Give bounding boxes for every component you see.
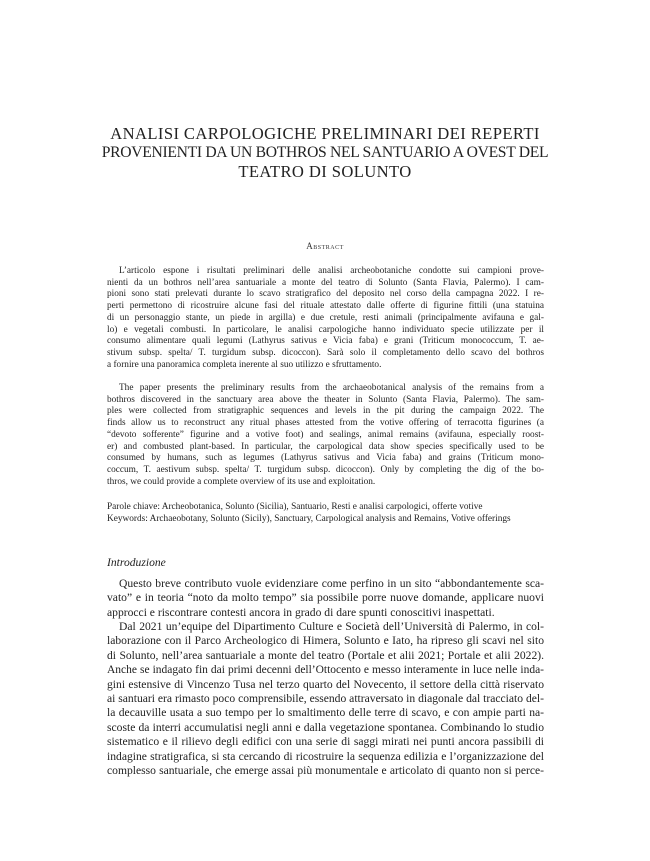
abstract-en-line: finds allow us to reconstruct any ritual phases attested from the votive offering of terracotta figurines (a	[107, 418, 544, 429]
abstract-it-line: di un personaggio stante, un piede in argilla) e due cretule, resti animali (principalmente avifauna e gal-	[107, 312, 544, 323]
abstract-it-line: pioni sono stati prelevati durante lo scavo stratigrafico del deposito nel corso della campagna 2022. I re-	[107, 289, 544, 300]
abstract-italian	[107, 266, 544, 371]
title-line-1: ANALISI CARPOLOGICHE PRELIMINARI DEI REPERTI	[110, 124, 540, 143]
abstract-en-line: thros, we could provide a complete overview of its use and exploitation.	[107, 476, 376, 487]
keywords-english: Keywords: Archaeobotany, Solunto (Sicily), Sanctuary, Carpological analysis and Remains, Votive offerings	[107, 514, 511, 524]
title-line-2: PROVENIENTI DA UN BOTHROS NEL SANTUARIO A OVEST DEL	[101, 144, 549, 161]
body-line: vato” e in teoria “noto da molto tempo” sia possibile porre nuove domande, applicare nuovi	[107, 591, 544, 605]
intro-paragraph-1	[107, 577, 544, 620]
abstract-it-line: a fornire una panoramica completa inerente al suo utilizzo e sfruttamento.	[107, 359, 382, 370]
body-line: ai santuari era rimasto poco comprensibile, essendo attraversato in diagonale dal tracciato del-	[107, 692, 544, 706]
body-line: approcci e riscontrare contesti ancora in grado di dare spunti conoscitivi inaspettati.	[107, 605, 495, 619]
abstract-heading: Abstract	[306, 241, 344, 251]
abstract-it-line: nienti da un bothros nell’area santuariale a monte del teatro di Solunto (Santa Flavia, Palermo). I cam-	[107, 277, 544, 288]
abstract-en-line: The paper presents the preliminary results from the archaeobotanical analysis of the remains from a	[119, 383, 544, 393]
abstract-it-line: perti permettono di ricostruire alcune fasi del rituale attestato dalle offerte di figurine fittili (una statuina	[107, 301, 544, 312]
abstract-en-line: er) and combusted plant-based. In particular, the carpological data show species specifically used to be	[107, 441, 544, 452]
body-line: sistematico e il rilievo degli edifici con una serie di saggi mirati nei punti ancora passibili di	[107, 735, 544, 749]
keywords-italian: Parole chiave: Archeobotanica, Solunto (Sicilia), Santuario, Resti e analisi carpologici, offerte votive	[107, 502, 483, 512]
body-line: Anche se indagato fin dai primi decenni dell’Ottocento e messo interamente in luce nelle inda-	[107, 664, 544, 677]
body-line: indagine stratigrafica, si sta cercando di ricostruire la sequenza edilizia e l’organizzazione del	[107, 749, 544, 763]
body-line: la decauville usata a suo tempo per lo smaltimento delle terre di scavo, e con ampie parti na-	[107, 706, 544, 720]
abstract-it-line: consumo alimentare quali legumi (Lathyrus sativus e Vicia faba) e grani (Triticum monococcum, T. ae-	[107, 336, 544, 347]
abstract-it-line: L’articolo espone i risultati preliminari delle analisi archeobotaniche condotte sui campioni prove-	[119, 266, 544, 276]
title-line-3: TEATRO DI SOLUNTO	[238, 162, 412, 181]
body-line: di Solunto, nell’area santuariale a monte del teatro (Portale et alii 2021; Portale et alii 2022).	[107, 648, 544, 662]
section-heading-introduzione: Introduzione	[107, 556, 166, 569]
abstract-en-line: bothros discovered in the sanctuary area above the theater in Solunto (Santa Flavia, Palermo). The sam-	[107, 394, 544, 405]
abstract-it-line: stivum subsp. spelta/ T. turgidum subsp. dicoccon). Sarà solo il completamento dello scavo del bothros	[107, 347, 544, 358]
body-line: gini estensive di Vincenzo Tusa nel terzo quarto del Novecento, il settore della città riservato	[107, 677, 544, 691]
intro-paragraph-2	[107, 620, 544, 778]
abstract-en-line: ples were collected from stratigraphic sequences and levels in the pit during the campaign 2022. The	[107, 406, 544, 417]
body-line: laborazione con il Parco Archeologico di Himera, Solunto e Iato, ha ripreso gli scavi nel sito	[107, 634, 544, 648]
abstract-en-line: consumed by humans, such as legumes (Lathyrus sativus and Vicia faba) and grains (Triticum mono-	[107, 453, 544, 464]
abstract-english	[107, 383, 544, 488]
paper-title	[100, 124, 550, 181]
abstract-en-line: coccum, T. aestivum subsp. spelta/ T. turgidum subsp. dicoccon). Only by completing the dig of the bo-	[107, 464, 544, 475]
body-line: complesso santuariale, che emerge assai più monumentale e articolato di quanto non si perce-	[107, 764, 544, 778]
body-line: Questo breve contributo vuole evidenziare come perfino in un sito “abbondantemente sca-	[119, 577, 544, 590]
abstract-en-line: “devoto sofferente” figurine and a votive foot) and sealings, animal remains (avifauna, especially roost-	[107, 429, 544, 440]
abstract-it-line: lo) e vegetali combusti. In particolare, le analisi carpologiche hanno individuato specie utilizzate per il	[107, 324, 544, 335]
body-line: Dal 2021 un’equipe del Dipartimento Culture e Società dell’Università di Palermo, in col-	[119, 620, 544, 633]
body-line: scoste da interri accumulatisi negli anni e dalla vegetazione spontanea. Combinando lo studio	[107, 720, 544, 734]
